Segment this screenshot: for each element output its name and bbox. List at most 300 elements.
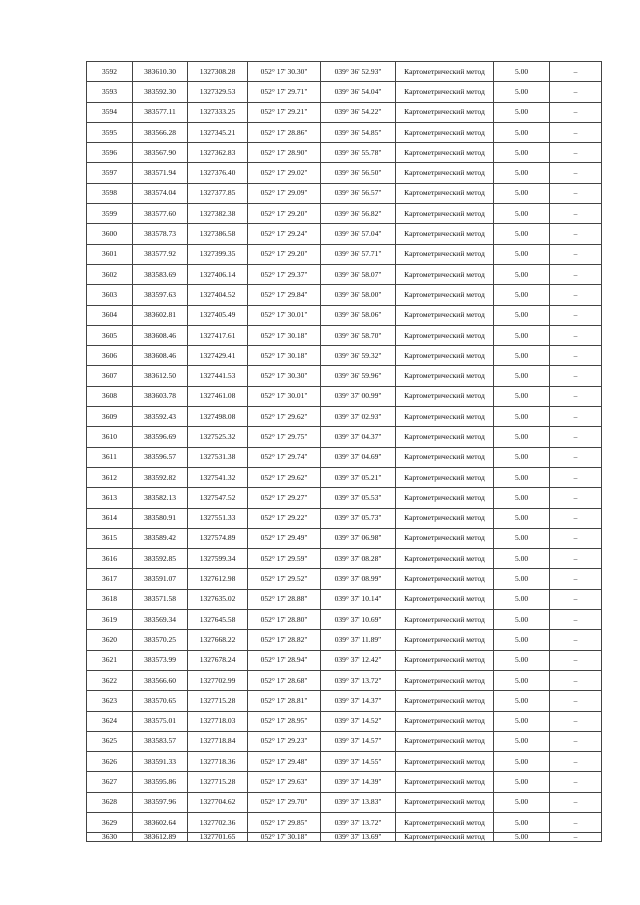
y-coordinate-cell: 1327377.85 <box>188 183 248 203</box>
accuracy-cell: 5.00 <box>494 488 550 508</box>
accuracy-cell: 5.00 <box>494 102 550 122</box>
accuracy-cell: 5.00 <box>494 407 550 427</box>
x-coordinate-cell: 383603.78 <box>133 386 188 406</box>
y-coordinate-cell: 1327635.02 <box>188 589 248 609</box>
note-cell: – <box>550 122 602 142</box>
point-number-cell: 3629 <box>87 812 133 832</box>
accuracy-cell: 5.00 <box>494 610 550 630</box>
latitude-cell: 052° 17' 29.24" <box>248 224 321 244</box>
method-cell: Картометрический метод <box>396 224 494 244</box>
table-row <box>87 488 602 508</box>
table-row <box>87 285 602 305</box>
y-coordinate-cell: 1327376.40 <box>188 163 248 183</box>
point-number-cell: 3626 <box>87 752 133 772</box>
accuracy-cell: 5.00 <box>494 204 550 224</box>
accuracy-cell: 5.00 <box>494 670 550 690</box>
method-cell: Картометрический метод <box>396 346 494 366</box>
longitude-cell: 039° 36' 54.04" <box>321 82 396 102</box>
y-coordinate-cell: 1327405.49 <box>188 305 248 325</box>
latitude-cell: 052° 17' 28.86" <box>248 122 321 142</box>
point-number-cell: 3597 <box>87 163 133 183</box>
accuracy-cell: 5.00 <box>494 833 550 842</box>
table-row <box>87 163 602 183</box>
note-cell: – <box>550 812 602 832</box>
latitude-cell: 052° 17' 29.84" <box>248 285 321 305</box>
longitude-cell: 039° 37' 05.53" <box>321 488 396 508</box>
method-cell: Картометрический метод <box>396 204 494 224</box>
latitude-cell: 052° 17' 29.22" <box>248 508 321 528</box>
x-coordinate-cell: 383567.90 <box>133 143 188 163</box>
method-cell: Картометрический метод <box>396 691 494 711</box>
accuracy-cell: 5.00 <box>494 305 550 325</box>
note-cell: – <box>550 467 602 487</box>
point-number-cell: 3592 <box>87 62 133 82</box>
y-coordinate-cell: 1327701.65 <box>188 833 248 842</box>
x-coordinate-cell: 383575.01 <box>133 711 188 731</box>
x-coordinate-cell: 383583.69 <box>133 264 188 284</box>
table-row <box>87 467 602 487</box>
y-coordinate-cell: 1327329.53 <box>188 82 248 102</box>
longitude-cell: 039° 36' 56.50" <box>321 163 396 183</box>
accuracy-cell: 5.00 <box>494 691 550 711</box>
y-coordinate-cell: 1327612.98 <box>188 569 248 589</box>
point-number-cell: 3598 <box>87 183 133 203</box>
point-number-cell: 3616 <box>87 549 133 569</box>
latitude-cell: 052° 17' 28.95" <box>248 711 321 731</box>
x-coordinate-cell: 383577.11 <box>133 102 188 122</box>
y-coordinate-cell: 1327404.52 <box>188 285 248 305</box>
longitude-cell: 039° 37' 04.69" <box>321 447 396 467</box>
latitude-cell: 052° 17' 29.70" <box>248 792 321 812</box>
longitude-cell: 039° 37' 14.37" <box>321 691 396 711</box>
coordinates-table-container <box>86 61 601 842</box>
table-row <box>87 386 602 406</box>
accuracy-cell: 5.00 <box>494 792 550 812</box>
method-cell: Картометрический метод <box>396 508 494 528</box>
method-cell: Картометрический метод <box>396 163 494 183</box>
method-cell: Картометрический метод <box>396 670 494 690</box>
y-coordinate-cell: 1327308.28 <box>188 62 248 82</box>
x-coordinate-cell: 383583.57 <box>133 731 188 751</box>
method-cell: Картометрический метод <box>396 467 494 487</box>
table-row <box>87 569 602 589</box>
latitude-cell: 052° 17' 28.88" <box>248 589 321 609</box>
table-row <box>87 508 602 528</box>
table-row <box>87 366 602 386</box>
method-cell: Картометрический метод <box>396 833 494 842</box>
accuracy-cell: 5.00 <box>494 244 550 264</box>
method-cell: Картометрический метод <box>396 650 494 670</box>
latitude-cell: 052° 17' 29.62" <box>248 467 321 487</box>
longitude-cell: 039° 37' 00.99" <box>321 386 396 406</box>
latitude-cell: 052° 17' 29.52" <box>248 569 321 589</box>
point-number-cell: 3611 <box>87 447 133 467</box>
latitude-cell: 052° 17' 30.01" <box>248 386 321 406</box>
point-number-cell: 3625 <box>87 731 133 751</box>
x-coordinate-cell: 383577.92 <box>133 244 188 264</box>
x-coordinate-cell: 383589.42 <box>133 528 188 548</box>
x-coordinate-cell: 383612.50 <box>133 366 188 386</box>
accuracy-cell: 5.00 <box>494 346 550 366</box>
note-cell: – <box>550 569 602 589</box>
point-number-cell: 3604 <box>87 305 133 325</box>
table-row <box>87 447 602 467</box>
accuracy-cell: 5.00 <box>494 82 550 102</box>
y-coordinate-cell: 1327668.22 <box>188 630 248 650</box>
latitude-cell: 052° 17' 29.75" <box>248 427 321 447</box>
y-coordinate-cell: 1327531.38 <box>188 447 248 467</box>
method-cell: Картометрический метод <box>396 366 494 386</box>
longitude-cell: 039° 37' 14.57" <box>321 731 396 751</box>
accuracy-cell: 5.00 <box>494 264 550 284</box>
accuracy-cell: 5.00 <box>494 163 550 183</box>
latitude-cell: 052° 17' 30.01" <box>248 305 321 325</box>
x-coordinate-cell: 383571.58 <box>133 589 188 609</box>
note-cell: – <box>550 366 602 386</box>
y-coordinate-cell: 1327417.61 <box>188 325 248 345</box>
accuracy-cell: 5.00 <box>494 183 550 203</box>
accuracy-cell: 5.00 <box>494 508 550 528</box>
table-row <box>87 549 602 569</box>
note-cell: – <box>550 427 602 447</box>
longitude-cell: 039° 37' 11.89" <box>321 630 396 650</box>
latitude-cell: 052° 17' 28.94" <box>248 650 321 670</box>
note-cell: – <box>550 549 602 569</box>
y-coordinate-cell: 1327345.21 <box>188 122 248 142</box>
longitude-cell: 039° 36' 55.78" <box>321 143 396 163</box>
method-cell: Картометрический метод <box>396 62 494 82</box>
accuracy-cell: 5.00 <box>494 467 550 487</box>
y-coordinate-cell: 1327599.34 <box>188 549 248 569</box>
point-number-cell: 3594 <box>87 102 133 122</box>
y-coordinate-cell: 1327541.32 <box>188 467 248 487</box>
table-row <box>87 305 602 325</box>
table-row <box>87 224 602 244</box>
table-row <box>87 610 602 630</box>
longitude-cell: 039° 37' 14.39" <box>321 772 396 792</box>
longitude-cell: 039° 37' 08.99" <box>321 569 396 589</box>
note-cell: – <box>550 447 602 467</box>
method-cell: Картометрический метод <box>396 447 494 467</box>
note-cell: – <box>550 325 602 345</box>
longitude-cell: 039° 36' 58.70" <box>321 325 396 345</box>
note-cell: – <box>550 346 602 366</box>
accuracy-cell: 5.00 <box>494 427 550 447</box>
accuracy-cell: 5.00 <box>494 569 550 589</box>
note-cell: – <box>550 224 602 244</box>
x-coordinate-cell: 383592.82 <box>133 467 188 487</box>
point-number-cell: 3620 <box>87 630 133 650</box>
x-coordinate-cell: 383570.65 <box>133 691 188 711</box>
note-cell: – <box>550 670 602 690</box>
latitude-cell: 052° 17' 29.62" <box>248 407 321 427</box>
point-number-cell: 3601 <box>87 244 133 264</box>
method-cell: Картометрический метод <box>396 285 494 305</box>
x-coordinate-cell: 383602.64 <box>133 812 188 832</box>
latitude-cell: 052° 17' 30.18" <box>248 833 321 842</box>
note-cell: – <box>550 731 602 751</box>
longitude-cell: 039° 37' 08.28" <box>321 549 396 569</box>
note-cell: – <box>550 82 602 102</box>
note-cell: – <box>550 244 602 264</box>
x-coordinate-cell: 383602.81 <box>133 305 188 325</box>
longitude-cell: 039° 37' 14.52" <box>321 711 396 731</box>
method-cell: Картометрический метод <box>396 792 494 812</box>
accuracy-cell: 5.00 <box>494 812 550 832</box>
x-coordinate-cell: 383595.86 <box>133 772 188 792</box>
y-coordinate-cell: 1327399.35 <box>188 244 248 264</box>
y-coordinate-cell: 1327645.58 <box>188 610 248 630</box>
longitude-cell: 039° 36' 59.32" <box>321 346 396 366</box>
method-cell: Картометрический метод <box>396 122 494 142</box>
note-cell: – <box>550 528 602 548</box>
longitude-cell: 039° 36' 57.71" <box>321 244 396 264</box>
x-coordinate-cell: 383580.91 <box>133 508 188 528</box>
longitude-cell: 039° 37' 13.72" <box>321 670 396 690</box>
note-cell: – <box>550 650 602 670</box>
table-row <box>87 650 602 670</box>
longitude-cell: 039° 37' 13.72" <box>321 812 396 832</box>
x-coordinate-cell: 383596.57 <box>133 447 188 467</box>
table-row <box>87 812 602 832</box>
accuracy-cell: 5.00 <box>494 224 550 244</box>
point-number-cell: 3618 <box>87 589 133 609</box>
point-number-cell: 3595 <box>87 122 133 142</box>
table-row <box>87 792 602 812</box>
y-coordinate-cell: 1327362.83 <box>188 143 248 163</box>
table-row <box>87 325 602 345</box>
note-cell: – <box>550 407 602 427</box>
longitude-cell: 039° 36' 56.57" <box>321 183 396 203</box>
method-cell: Картометрический метод <box>396 407 494 427</box>
x-coordinate-cell: 383612.89 <box>133 833 188 842</box>
x-coordinate-cell: 383569.34 <box>133 610 188 630</box>
note-cell: – <box>550 711 602 731</box>
table-row <box>87 528 602 548</box>
accuracy-cell: 5.00 <box>494 325 550 345</box>
accuracy-cell: 5.00 <box>494 285 550 305</box>
method-cell: Картометрический метод <box>396 549 494 569</box>
accuracy-cell: 5.00 <box>494 731 550 751</box>
accuracy-cell: 5.00 <box>494 630 550 650</box>
point-number-cell: 3617 <box>87 569 133 589</box>
longitude-cell: 039° 37' 12.42" <box>321 650 396 670</box>
note-cell: – <box>550 752 602 772</box>
y-coordinate-cell: 1327718.84 <box>188 731 248 751</box>
x-coordinate-cell: 383592.30 <box>133 82 188 102</box>
x-coordinate-cell: 383592.43 <box>133 407 188 427</box>
method-cell: Картометрический метод <box>396 488 494 508</box>
longitude-cell: 039° 37' 10.14" <box>321 589 396 609</box>
x-coordinate-cell: 383610.30 <box>133 62 188 82</box>
point-number-cell: 3599 <box>87 204 133 224</box>
x-coordinate-cell: 383597.96 <box>133 792 188 812</box>
longitude-cell: 039° 37' 04.37" <box>321 427 396 447</box>
note-cell: – <box>550 792 602 812</box>
table-row <box>87 772 602 792</box>
table-row <box>87 711 602 731</box>
latitude-cell: 052° 17' 29.20" <box>248 204 321 224</box>
y-coordinate-cell: 1327715.28 <box>188 691 248 711</box>
x-coordinate-cell: 383597.63 <box>133 285 188 305</box>
longitude-cell: 039° 36' 58.07" <box>321 264 396 284</box>
point-number-cell: 3614 <box>87 508 133 528</box>
coordinates-table <box>86 61 602 842</box>
longitude-cell: 039° 37' 10.69" <box>321 610 396 630</box>
note-cell: – <box>550 691 602 711</box>
note-cell: – <box>550 62 602 82</box>
y-coordinate-cell: 1327382.38 <box>188 204 248 224</box>
method-cell: Картометрический метод <box>396 630 494 650</box>
latitude-cell: 052° 17' 30.30" <box>248 366 321 386</box>
note-cell: – <box>550 488 602 508</box>
longitude-cell: 039° 37' 05.21" <box>321 467 396 487</box>
x-coordinate-cell: 383578.73 <box>133 224 188 244</box>
table-row <box>87 62 602 82</box>
y-coordinate-cell: 1327715.28 <box>188 772 248 792</box>
longitude-cell: 039° 36' 54.22" <box>321 102 396 122</box>
longitude-cell: 039° 37' 14.55" <box>321 752 396 772</box>
longitude-cell: 039° 37' 02.93" <box>321 407 396 427</box>
note-cell: – <box>550 305 602 325</box>
longitude-cell: 039° 36' 59.96" <box>321 366 396 386</box>
longitude-cell: 039° 36' 58.06" <box>321 305 396 325</box>
note-cell: – <box>550 183 602 203</box>
method-cell: Картометрический метод <box>396 82 494 102</box>
x-coordinate-cell: 383592.85 <box>133 549 188 569</box>
longitude-cell: 039° 36' 57.04" <box>321 224 396 244</box>
table-row <box>87 183 602 203</box>
latitude-cell: 052° 17' 29.20" <box>248 244 321 264</box>
point-number-cell: 3596 <box>87 143 133 163</box>
y-coordinate-cell: 1327718.03 <box>188 711 248 731</box>
y-coordinate-cell: 1327704.62 <box>188 792 248 812</box>
table-body <box>87 62 602 842</box>
point-number-cell: 3602 <box>87 264 133 284</box>
note-cell: – <box>550 589 602 609</box>
point-number-cell: 3621 <box>87 650 133 670</box>
method-cell: Картометрический метод <box>396 325 494 345</box>
latitude-cell: 052° 17' 29.74" <box>248 447 321 467</box>
point-number-cell: 3610 <box>87 427 133 447</box>
longitude-cell: 039° 36' 58.00" <box>321 285 396 305</box>
accuracy-cell: 5.00 <box>494 122 550 142</box>
point-number-cell: 3628 <box>87 792 133 812</box>
accuracy-cell: 5.00 <box>494 549 550 569</box>
x-coordinate-cell: 383574.04 <box>133 183 188 203</box>
note-cell: – <box>550 143 602 163</box>
y-coordinate-cell: 1327551.33 <box>188 508 248 528</box>
accuracy-cell: 5.00 <box>494 772 550 792</box>
accuracy-cell: 5.00 <box>494 62 550 82</box>
method-cell: Картометрический метод <box>396 731 494 751</box>
method-cell: Картометрический метод <box>396 305 494 325</box>
note-cell: – <box>550 264 602 284</box>
point-number-cell: 3622 <box>87 670 133 690</box>
point-number-cell: 3630 <box>87 833 133 842</box>
y-coordinate-cell: 1327547.52 <box>188 488 248 508</box>
y-coordinate-cell: 1327678.24 <box>188 650 248 670</box>
longitude-cell: 039° 37' 06.98" <box>321 528 396 548</box>
table-row <box>87 670 602 690</box>
table-row <box>87 407 602 427</box>
point-number-cell: 3600 <box>87 224 133 244</box>
point-number-cell: 3623 <box>87 691 133 711</box>
point-number-cell: 3619 <box>87 610 133 630</box>
table-row <box>87 630 602 650</box>
point-number-cell: 3624 <box>87 711 133 731</box>
y-coordinate-cell: 1327386.58 <box>188 224 248 244</box>
method-cell: Картометрический метод <box>396 528 494 548</box>
method-cell: Картометрический метод <box>396 102 494 122</box>
latitude-cell: 052° 17' 28.80" <box>248 610 321 630</box>
table-row <box>87 427 602 447</box>
latitude-cell: 052° 17' 30.30" <box>248 62 321 82</box>
note-cell: – <box>550 102 602 122</box>
y-coordinate-cell: 1327498.08 <box>188 407 248 427</box>
table-row <box>87 82 602 102</box>
note-cell: – <box>550 630 602 650</box>
method-cell: Картометрический метод <box>396 752 494 772</box>
note-cell: – <box>550 833 602 842</box>
table-row <box>87 589 602 609</box>
table-row <box>87 691 602 711</box>
point-number-cell: 3609 <box>87 407 133 427</box>
x-coordinate-cell: 383591.07 <box>133 569 188 589</box>
latitude-cell: 052° 17' 29.48" <box>248 752 321 772</box>
latitude-cell: 052° 17' 29.23" <box>248 731 321 751</box>
note-cell: – <box>550 285 602 305</box>
longitude-cell: 039° 36' 52.93" <box>321 62 396 82</box>
y-coordinate-cell: 1327429.41 <box>188 346 248 366</box>
method-cell: Картометрический метод <box>396 386 494 406</box>
method-cell: Картометрический метод <box>396 183 494 203</box>
point-number-cell: 3605 <box>87 325 133 345</box>
note-cell: – <box>550 508 602 528</box>
point-number-cell: 3593 <box>87 82 133 102</box>
point-number-cell: 3606 <box>87 346 133 366</box>
latitude-cell: 052° 17' 29.21" <box>248 102 321 122</box>
y-coordinate-cell: 1327702.99 <box>188 670 248 690</box>
x-coordinate-cell: 383566.28 <box>133 122 188 142</box>
y-coordinate-cell: 1327406.14 <box>188 264 248 284</box>
point-number-cell: 3627 <box>87 772 133 792</box>
latitude-cell: 052° 17' 29.63" <box>248 772 321 792</box>
latitude-cell: 052° 17' 29.85" <box>248 812 321 832</box>
method-cell: Картометрический метод <box>396 812 494 832</box>
table-row <box>87 264 602 284</box>
latitude-cell: 052° 17' 28.68" <box>248 670 321 690</box>
latitude-cell: 052° 17' 28.90" <box>248 143 321 163</box>
x-coordinate-cell: 383577.60 <box>133 204 188 224</box>
x-coordinate-cell: 383571.94 <box>133 163 188 183</box>
x-coordinate-cell: 383570.25 <box>133 630 188 650</box>
method-cell: Картометрический метод <box>396 427 494 447</box>
y-coordinate-cell: 1327718.36 <box>188 752 248 772</box>
point-number-cell: 3613 <box>87 488 133 508</box>
table-row <box>87 244 602 264</box>
latitude-cell: 052° 17' 29.27" <box>248 488 321 508</box>
method-cell: Картометрический метод <box>396 244 494 264</box>
method-cell: Картометрический метод <box>396 589 494 609</box>
method-cell: Картометрический метод <box>396 264 494 284</box>
table-row <box>87 143 602 163</box>
latitude-cell: 052° 17' 30.18" <box>248 346 321 366</box>
x-coordinate-cell: 383591.33 <box>133 752 188 772</box>
longitude-cell: 039° 37' 13.69" <box>321 833 396 842</box>
x-coordinate-cell: 383566.60 <box>133 670 188 690</box>
table-row <box>87 204 602 224</box>
